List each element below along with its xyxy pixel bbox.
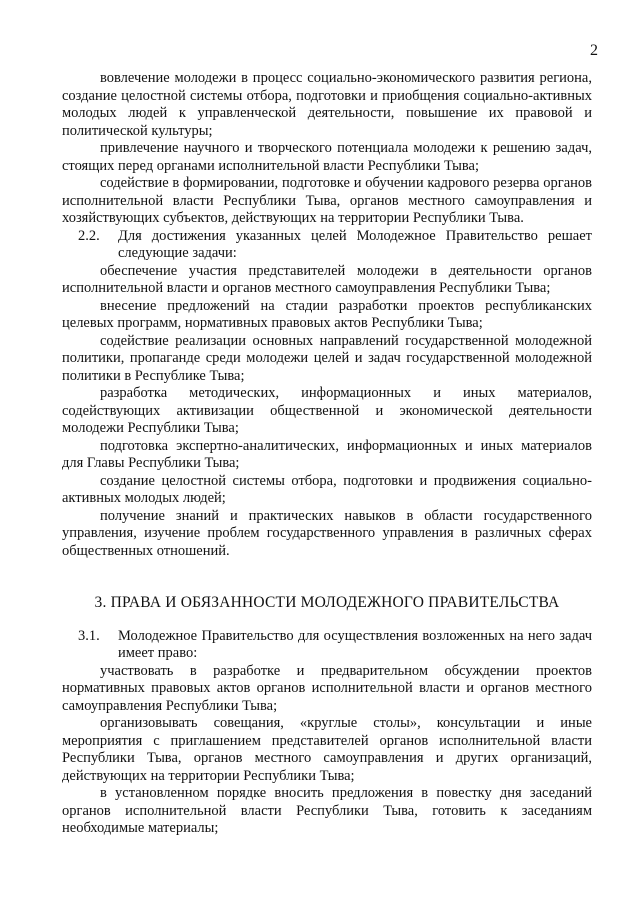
item-number: 3.1. bbox=[78, 627, 100, 644]
paragraph: получение знаний и практических навыков в области государственного управления, изучение проблем государственного управления в различных сферах общественных отношений. bbox=[62, 507, 592, 559]
paragraph: содействие в формировании, подготовке и обучении кадрового резерва органов исполнительной власти Республики Тыва, органов местного самоуправления и хозяйствующих субъектов, действующих на территории Республики Тыва. bbox=[62, 175, 592, 226]
paragraph: участвовать в разработке и предварительном обсуждении проектов нормативных правовых актов органов исполнительной власти и органов местного самоуправления Республики Тыва; bbox=[62, 662, 592, 714]
paragraph: вовлечение молодежи в процесс социально-экономического развития региона, создание целостной системы отбора, подготовки и приобщения социально-активных молодых людей к управленческой деятельности, повышение их правовой и политической культуры; bbox=[62, 70, 592, 139]
paragraph: разработка методических, информационных и иных материалов, содействующих активизации общественной и экономической деятельности молодежи Республики Тыва; bbox=[62, 385, 592, 436]
paragraph: подготовка экспертно-аналитических, информационных и иных материалов для Главы Республики Тыва; bbox=[62, 437, 592, 471]
item-text: Молодежное Правительство для осуществления возложенных на него задач имеет право: bbox=[118, 627, 592, 661]
page-number: 2 bbox=[590, 42, 598, 59]
paragraph: создание целостной системы отбора, подготовки и продвижения социально-активных молодых людей; bbox=[62, 472, 592, 506]
paragraph: внесение предложений на стадии разработки проектов республиканских целевых программ, нормативных правовых актов Республики Тыва; bbox=[62, 297, 592, 331]
document-body bbox=[62, 70, 592, 838]
item-number: 2.2. bbox=[78, 227, 100, 244]
paragraph: в установленном порядке вносить предложения в повестку дня заседаний органов исполнительной власти Республики Тыва, готовить к заседаниям необходимые материалы; bbox=[62, 785, 592, 836]
paragraph: организовывать совещания, «круглые столы», консультации и иные мероприятия с приглашением представителей органов исполнительной власти Республики Тыва, органов местного самоуправления и других организаций, действующих на территории Республики Тыва; bbox=[62, 715, 592, 784]
paragraph: обеспечение участия представителей молодежи в деятельности органов исполнительной власти и органов местного самоуправления Республики Тыва; bbox=[62, 262, 592, 296]
numbered-item-2-2 bbox=[62, 228, 592, 263]
item-text: Для достижения указанных целей Молодежное Правительство решает следующие задачи: bbox=[118, 227, 592, 261]
paragraph: содействие реализации основных направлений государственной молодежной политики, пропаганде среди молодежи целей и задач государственной молодежной политики в Республике Тыва; bbox=[62, 332, 592, 384]
paragraph: привлечение научного и творческого потенциала молодежи к решению задач, стоящих перед органами исполнительной власти Республики Тыва; bbox=[62, 140, 592, 174]
section-heading: 3. ПРАВА И ОБЯЗАННОСТИ МОЛОДЕЖНОГО ПРАВИТЕЛЬСТВА bbox=[94, 594, 560, 611]
numbered-item-3-1 bbox=[62, 628, 592, 663]
